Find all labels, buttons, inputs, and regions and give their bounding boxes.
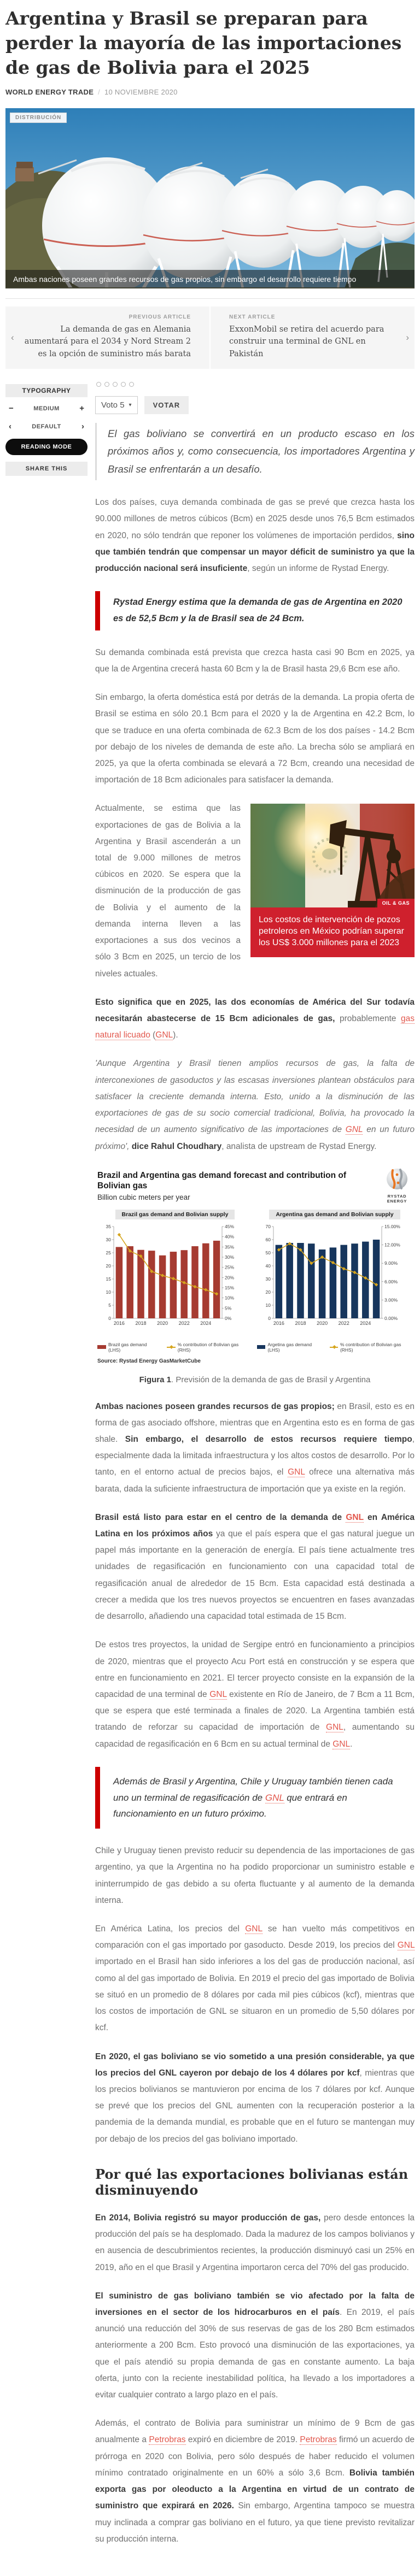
text-segment: Además de Brasil y Argentina, Chile y Uruguay también tienen cada uno un terminal de regasificación de [113,1776,393,1803]
text-segment: ). [173,1030,178,1040]
paragraph [95,994,415,1044]
text-segment: Bolivia también exporta gas por oleoducto a la Argentina en virtud de un contrato de suministro que expirará en 2026. [95,2468,415,2511]
text-segment: Brasil está listo para estar en el centro de la demanda de [95,1512,346,1522]
hero-caption: Ambas naciones poseen grandes recursos de gas propios, sin embargo el desarrollo requiere tiempo [5,270,415,288]
gas-tanks-illustration [5,108,415,288]
svg-text:0: 0 [268,1315,271,1321]
chart-plot [257,1222,412,1338]
pullquote-rystad: Rystad Energy estima que la demanda de gas de Argentina en 2020 es de 52,5 Bcm y la de Brasil sea de 24 Bcm. [95,591,415,630]
inline-link[interactable]: GNL [265,1792,284,1803]
paragraph [95,494,415,577]
text-segment: En 2014, Bolivia registró su mayor producción de gas, [95,2213,321,2223]
pullquote-chile-uruguay [95,1767,415,1829]
svg-text:30%: 30% [225,1254,235,1260]
svg-text:20: 20 [106,1263,111,1269]
figure-caption [95,1375,415,1384]
share-this-button[interactable]: SHARE THIS [5,462,88,476]
inline-link[interactable]: GNL [209,1690,227,1699]
rating-circle[interactable] [121,382,126,387]
svg-text:2018: 2018 [135,1320,147,1326]
text-segment: Los dos países, cuya demanda combinada de gas se prevé que crezca hasta los 90.000 millones de metros cúbicos (Bcm) en 2025 desde unos 76,5 Bcm estimados en 2020, no sólo tendrán que reponer los volúmenes de importación perdidos, [95,498,415,540]
svg-text:10: 10 [106,1289,111,1295]
text-segment: probablemente [335,1014,401,1023]
paragraph [95,645,415,677]
lede-quote: El gas boliviano se convertirá en un producto escaso en los próximos años y, como consecuencia, los importadores Argentina y Brasil se enfrentarán a un desafío. [95,423,415,480]
inline-link[interactable]: GNL [155,1030,173,1040]
svg-text:2016: 2016 [113,1320,125,1326]
decrease-font-button[interactable]: − [9,404,14,414]
text-segment: existente en Río de Janeiro, de 7 Bcm a 11 Bcm, que se espera que esté terminada a finales de 2020. La Argentina también está tratando de reforzar su capacidad de importación de [95,1690,415,1732]
previous-article-label: PREVIOUS ARTICLE [129,314,191,320]
text-segment: Su demanda combinada está prevista que crezca hasta casi 90 Bcm en 2025, ya que la de Argentina crecerá hasta 60 Bcm y la de Brasil hasta 29,6 Bcm ese año. [95,647,415,674]
legend-label: Brazil gas demand (LHS) [108,1341,147,1353]
analyst-quote [95,1056,415,1154]
figure-caption-number: Figura 1 [139,1375,171,1384]
vote-select-value: Voto 5 [101,400,125,410]
chevron-down-icon: ▾ [129,402,132,409]
legend-label: % contribution of Bolivian gas (RHS) [340,1341,401,1353]
chart-source: Source: Rystad Energy GasMarketCube [97,1358,201,1364]
news-card-title[interactable]: Los costos de intervención de pozos petroleros en México podrían superar los US$ 3.000 millones para el 2023 [250,907,415,957]
svg-text:5: 5 [108,1302,111,1308]
text-segment: ofrece una alternativa más barata, dada la suficiente infraestructura de importación que ya existe en la región. [95,1467,415,1494]
text-segment: pero desde entonces la producción del país se ha desplomado. Dada la madurez de los campos bolivianos y en ausencia de descubrimientos recientes, la producción disminuyó casi un 25% en 2019, año en el que Brasil y Argentina importaron cerca del 70% del gas producido. [95,2213,415,2272]
previous-article-title[interactable]: La demanda de gas en Alemania aumentará para el 2034 y Nord Stream 2 es la opción de suministro más barata [24,325,191,358]
text-segment: en Brasil, esto es en forma de gas asociado offshore, mientras que en Argentina esto es en forma de gas shale. [95,1401,415,1444]
paragraph [95,1921,415,2037]
vote-button[interactable]: VOTAR [144,396,189,414]
inline-link[interactable]: GNL [397,1941,415,1950]
section-heading: Por qué las exportaciones bolivianas están disminuyendo [95,2166,409,2198]
text-segment: ( [150,1030,156,1040]
svg-text:3.00%: 3.00% [384,1296,398,1302]
svg-text:60: 60 [265,1236,271,1242]
svg-text:0.00%: 0.00% [384,1315,398,1321]
vote-select[interactable] [95,396,138,414]
inline-link[interactable]: Petrobras [149,2435,186,2445]
svg-text:15%: 15% [225,1284,235,1290]
text-segment: Además, el contrato de Bolivia para suministrar un mínimo de 9 Bcm de gas anualmente a [95,2419,415,2445]
page-title: Argentina y Brasil se preparan para perder la mayoría de las importaciones de gas de Bolivia para el 2025 [5,8,402,78]
paragraph [95,1843,415,1909]
article-body [95,378,415,2560]
paragraph [95,1637,415,1753]
rating-circle[interactable] [129,382,134,387]
text-segment: en un futuro próximo', [95,1125,415,1151]
svg-text:2020: 2020 [317,1320,328,1326]
chevron-left-icon[interactable]: ‹ [11,332,14,343]
svg-text:9.00%: 9.00% [384,1260,398,1266]
article-pagination [5,298,415,369]
text-segment: Ambas naciones poseen grandes recursos de gas propios; [95,1401,335,1411]
legend-line-swatch [330,1347,338,1348]
chart-panel [257,1209,412,1353]
text-segment: dice Rahul Choudhary [131,1141,222,1151]
text-segment: se han vuelto más competitivos en comparación con el gas importado por gasoducto. Desde 2019, los precios del [95,1924,415,1950]
paragraph [95,2049,415,2148]
inline-link[interactable]: GNL [332,1739,351,1749]
legend-bar-swatch [257,1345,265,1349]
text-segment: , aumentando su capacidad de regasificación en 6 Bcm en su actual terminal de [95,1723,415,1749]
paragraph [95,689,415,788]
svg-text:2022: 2022 [338,1320,349,1326]
legend-label: % contribution of Bolivian gas (RHS) [177,1341,239,1353]
next-font-button[interactable]: › [81,422,84,432]
chart-panels [97,1209,412,1353]
rystad-energy-logo [380,1168,415,1204]
text-segment: Sin embargo, Argentina tampoco se muestra muy inclinada a comprar gas boliviano en el futuro, ya que tiene previsto revitalizar su producción interna. [95,2501,415,2544]
typography-panel [5,378,88,476]
text-segment: , mientras que los precios bolivianos se mantuvieron por encima de los 7 dólares por kcf. Aunque se prevé que los precios del GNL aumenten con la recuperación posterior a la pandemia de la demanda mundial, es probable que en el futuro se mantengan muy por debajo de los precios del gas boliviano importado. [95,2068,415,2144]
byline-date: 10 NOVIEMBRE 2020 [104,87,178,96]
svg-text:70: 70 [265,1223,271,1229]
reading-mode-button[interactable]: READING MODE [5,439,88,455]
paragraph [95,1510,415,1625]
paragraph [95,2415,415,2548]
inline-link[interactable]: GNL [245,1924,262,1934]
text-segment: Sin embargo, la oferta doméstica está por detrás de la demanda. La propia oferta de Brasil se estima en sólo 20.1 Bcm para el 2020 y la de Argentina en 42.2 Bcm, lo que se traduce en una oferta combinada de 62.3 Bcm de los dos países - 14.2 Bcm por debajo de los niveles de demanda de este año. La brecha sólo se ampliará en 2025, ya que la oferta combinada se elevará a 72 Bcm, creando una necesidad de importación de 18 Bcm adicionales para satisfacer la demanda. [95,693,415,785]
font-size-control [5,399,88,417]
inline-link[interactable]: GNL [288,1467,305,1477]
category-tag[interactable]: DISTRIBUCIÓN [10,113,67,123]
svg-text:20%: 20% [225,1274,235,1280]
chevron-right-icon[interactable]: › [406,332,409,343]
paragraph [95,2210,415,2276]
news-card-image [250,804,415,907]
svg-text:35%: 35% [225,1243,235,1249]
previous-article[interactable] [5,306,209,369]
svg-text:2018: 2018 [295,1320,306,1326]
text-segment: . [350,1739,353,1749]
rating-circle[interactable] [96,382,101,387]
svg-text:30: 30 [106,1236,111,1242]
chart-panel [97,1209,253,1353]
mexico-pumpjack-illustration [250,804,415,907]
svg-text:10: 10 [265,1302,271,1308]
svg-text:2022: 2022 [178,1320,190,1326]
svg-text:40: 40 [265,1263,271,1269]
vote-widget [95,380,415,414]
text-segment: Esto significa que en 2025, las dos economías de América del Sur todavía necesitarán abastecerse de 15 Bcm adicionales de gas, [95,997,415,1023]
text-segment: sino que también tendrán que compensar un mayor déficit de suministro ya que la producción nacional será insuficiente [95,530,415,574]
legend-bar-swatch [97,1345,106,1349]
inline-link[interactable]: Petrobras [300,2435,337,2445]
svg-text:25%: 25% [225,1264,235,1270]
chart-title: Brazil and Argentina gas demand forecast and contribution of Bolivian gas [97,1170,347,1191]
chart-panel-header: Brazil gas demand and Bolivian supply [115,1210,235,1219]
legend-line-swatch [167,1347,176,1348]
paragraph [95,1399,415,1498]
increase-font-button[interactable]: + [79,404,84,414]
rystad-logo-text: RYSTAD ENERGY [387,1193,407,1204]
text-segment: importado en el Brasil han sido inferiores a los del gas de producción nacional, así como al del gas importado de Bolivia. En 2019 el precio del gas importado de Bolivia se situó en un promedio de 8 dólares por cada mil pies cúbicos (kcf), mientras que los costos de importación de GNL se situaron en un promedio de 5,50 dólares por kcf. [95,1957,415,2033]
svg-text:5%: 5% [225,1305,232,1311]
svg-text:2016: 2016 [273,1320,284,1326]
figure-chart [95,1167,415,1367]
text-segment: , especialmente dada la limitada infraestructura y los altos costos de desarrollo. Por lo tanto, en el entorno actual de precios bajos, el [95,1434,415,1477]
byline-separator: / [98,87,101,96]
svg-text:12.00%: 12.00% [384,1242,400,1248]
font-size-label: MEDIUM [33,405,60,412]
text-segment: expiró en diciembre de 2019. [185,2435,300,2445]
text-segment: En América Latina, los precios del [95,1924,246,1934]
text-segment: en América Latina en los próximos años [95,1512,415,1539]
svg-text:0%: 0% [225,1315,232,1321]
inline-link[interactable]: GNL [326,1723,343,1732]
figure-caption-text: . Previsión de la demanda de gas de Brasil y Argentina [171,1375,371,1384]
font-family-control [5,417,88,435]
text-segment: En 2020, el gas boliviano se vio sometido a una presión considerable, ya que los precios del GNL cayeron por debajo de los 4 dólares por kcf [95,2052,415,2078]
font-family-label: DEFAULT [32,423,61,430]
chart-plot [97,1222,253,1338]
chart-subtitle: Billion cubic meters per year [97,1193,190,1201]
svg-text:10%: 10% [225,1295,235,1301]
svg-text:35: 35 [106,1223,111,1229]
rating-circles[interactable] [96,380,415,390]
svg-text:45%: 45% [225,1223,235,1229]
text-segment: ya que el país espera que el gas natural juegue un papel más importante en la generación de energía. El país tiene actualmente tres unidades de regasificación en funcionamiento con una capacidad total de regasificación anual de alrededor de 15 Bcm. Esta capacidad está destinada a crecer a medida que los tres nuevos proyectos se encuentren en fases avanzadas de desarrollo, añadiendo una capacidad total estimada de 15 Bcm. [95,1529,415,1622]
svg-text:15: 15 [106,1276,111,1282]
next-article-label: NEXT ARTICLE [229,314,276,320]
next-article-title[interactable]: ExxonMobil se retira del acuerdo para construir una terminal de GNL en Pakistán [229,325,384,358]
byline [5,88,415,96]
text-segment: El suministro de gas boliviano también se vio afectado por la falta de inversiones en el sector de los hidrocarburos en el país [95,2291,415,2317]
paragraph [95,2288,415,2404]
svg-text:30: 30 [265,1276,271,1282]
svg-text:15.00%: 15.00% [384,1223,400,1229]
svg-text:2024: 2024 [200,1320,212,1326]
svg-text:40%: 40% [225,1234,235,1240]
text-segment: . En 2019, el país anunció una reducción del 30% de sus reservas de gas de los 280 Bcm estimados anteriormente a 200 Bcm. Esto provocó una disminución de las exportaciones, ya que el país atendió su propia demanda de gas en constante aumento. La baja oferta, junto con la reciente inestabilidad política, ha llevado a los importadores a evitar cualquier contrato a largo plazo en el país. [95,2307,415,2400]
svg-text:2024: 2024 [360,1320,371,1326]
rating-circle[interactable] [104,382,109,387]
related-news-card[interactable] [250,804,415,957]
text-segment: que entrará en funcionamiento en un futuro próximo. [113,1792,347,1819]
byline-author[interactable]: WORLD ENERGY TRADE [5,87,94,96]
svg-text:50: 50 [265,1249,271,1255]
next-article[interactable] [211,306,415,369]
inline-link[interactable]: gas natural licuado [95,1014,415,1040]
text-segment: firmó un acuerdo de prórroga en 2020 con Bolivia, pero sólo después de haber reducido el volumen mínimo contratado originalmente en un 60% a sólo 3,6 Bcm. [95,2435,415,2478]
chart-legend [97,1342,253,1353]
text-segment: , analista de upstream de Rystad Energy. [221,1141,377,1151]
chart-legend [257,1342,412,1353]
chart-panel-header: Argentina gas demand and Bolivian supply [269,1210,400,1219]
svg-text:6.00%: 6.00% [384,1278,398,1284]
text-segment: , según un informe de Rystad Energy. [247,564,389,574]
text-segment: Sin embargo, el desarrollo de estos recursos requiere tiempo [125,1434,412,1444]
inline-link[interactable]: GNL [346,1512,364,1522]
svg-text:0: 0 [108,1315,111,1321]
text-segment: Actualmente, se estima que las exportaciones de gas de Bolivia a la Argentina y Brasil ascenderán a un total de 9.000 millones de metros cúbicos en 2020. Se espera que la disminución de la producción de gas de Bolivia y el aumento de la demanda interna lleven a las exportaciones a sus dos vecinos a sólo 3 Bcm en 2025, un tercio de los niveles actuales. [95,804,241,978]
text-segment: De estos tres proyectos, la unidad de Sergipe entró en funcionamiento a principios de 2020, mientras que el proyecto Acu Port está en construcción y se espera que entre en funcionamiento en 2021. El tercer proyecto consiste en la expansión de la capacidad de una terminal de [95,1640,415,1699]
inline-link[interactable]: GNL [345,1125,363,1135]
news-card-category-tag[interactable]: OIL & GAS [377,899,415,907]
text-segment: 'Aunque Argentina y Brasil tienen amplios recursos de gas, la falta de interconexiones de gasoductos y las escasas inversiones plantean obstáculos para satisfacer la creciente demanda interna. Esto, unido a la disminución de las exportaciones de gas de su socio comercial tradicional, Bolivia, ha provocado la necesidad de un aumento significativo de las importaciones de [95,1059,415,1135]
typography-panel-title: TYPOGRAPHY [5,384,88,397]
svg-text:25: 25 [106,1249,111,1255]
rystad-globe-icon [386,1168,408,1190]
svg-text:20: 20 [265,1289,271,1295]
text-segment: Chile y Uruguay tienen previsto reducir su dependencia de las importaciones de gas argentino, ya que la Argentina no ha podido proporcionar un suministro estable e ininterrumpido de gas debido a su oferta fluctuante y al aumento de la demanda interna. [95,1846,415,1905]
legend-label: Argetina gas demand (LHS) [267,1341,312,1353]
hero-image [5,108,415,288]
svg-text:2020: 2020 [157,1320,168,1326]
prev-font-button[interactable]: ‹ [9,422,11,432]
rating-circle[interactable] [113,382,118,387]
